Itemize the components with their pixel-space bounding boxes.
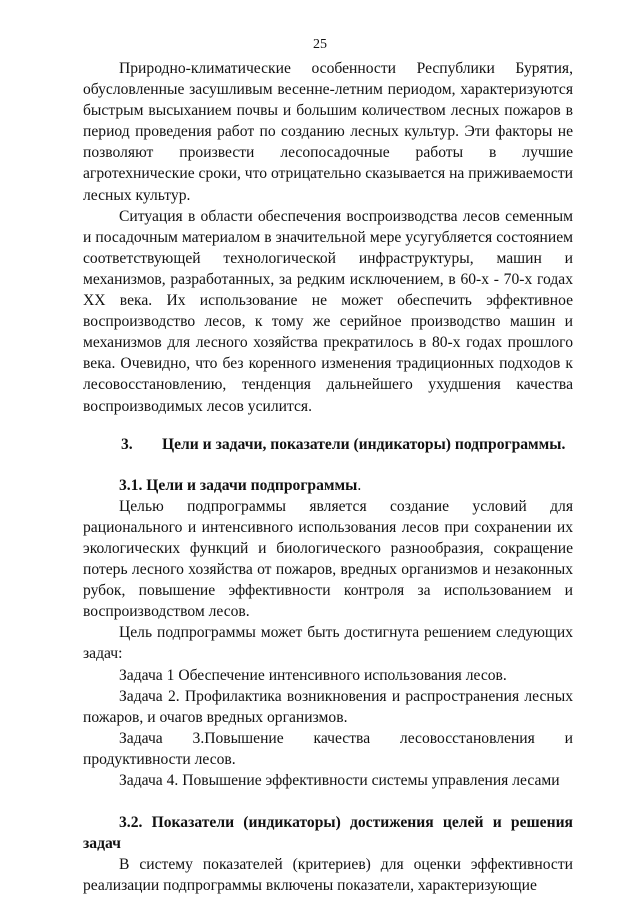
task-item: Задача 2. Профилактика возникновения и распространения лесных пожаров, и очагов вредных организмов. <box>83 687 573 726</box>
section-3-1-title-suffix: . <box>357 476 362 494</box>
document-body <box>83 58 573 896</box>
paragraph-tasks-intro: Цель подпрограммы может быть достигнута решением следующих задач: <box>83 624 573 663</box>
section-3-number: 3. <box>121 435 133 453</box>
paragraph-indicators: В систему показателей (критериев) для оценки эффективности реализации подпрограммы включены показатели, характеризующие <box>83 856 573 895</box>
section-3-2-heading: 3.2. Показатели (индикаторы) достижения целей и решения задач <box>83 814 573 853</box>
task-item: Задача 1 Обеспечение интенсивного использования лесов. <box>119 666 507 684</box>
section-3-1-title: 3.1. Цели и задачи подпрограммы <box>119 476 358 494</box>
paragraph-goal: Целью подпрограммы является создание условий для рационального и интенсивного использования лесов при сохранении их экологических функций и биологического разнообразия, сокращение потерь лесного хозяйства от пожаров, вредных организмов и незаконных рубок, повышение эффективности контроля за использованием и воспроизводством лесов. <box>83 497 573 621</box>
section-3-heading <box>83 434 573 455</box>
page-number: 25 <box>313 37 327 52</box>
section-3-1-heading <box>83 475 573 496</box>
section-3-title: Цели и задачи, показатели (индикаторы) подпрограммы. <box>162 435 566 453</box>
task-item: Задача 4. Повышение эффективности системы управления лесами <box>119 772 560 789</box>
paragraph-climate: Природно-климатические особенности Республики Бурятия, обусловленные засушливым весенне-летним периодом, характеризуются быстрым высыханием почвы и большим количеством лесных пожаров в период проведения работ по созданию лесных культур. Эти факторы не позволяют произвести лесопосадочные работы в лучшие агротехнические сроки, что отрицательно сказывается на приживаемости лесных культур. <box>83 60 573 204</box>
task-item: Задача 3.Повышение качества лесовосстановления и продуктивности лесов. <box>83 729 573 768</box>
paragraph-reproduction: Ситуация в области обеспечения воспроизводства лесов семенным и посадочным материалом в значительной мере усугубляется состоянием соответствующей технологической инфраструктуры, машин и механизмов, разработанных, за редким исключением, в 60-х - 70-х годах XX века. Их использование не может обеспечить эффективное воспроизводство лесов, к тому же серийное производство машин и механизмов для лесного хозяйства прекратилось в 80-х годах прошлого века. Очевидно, что без коренного изменения традиционных подходов к лесовосстановлению, тенденция дальнейшего ухудшения качества воспроизводимых лесов усилится. <box>83 207 573 415</box>
